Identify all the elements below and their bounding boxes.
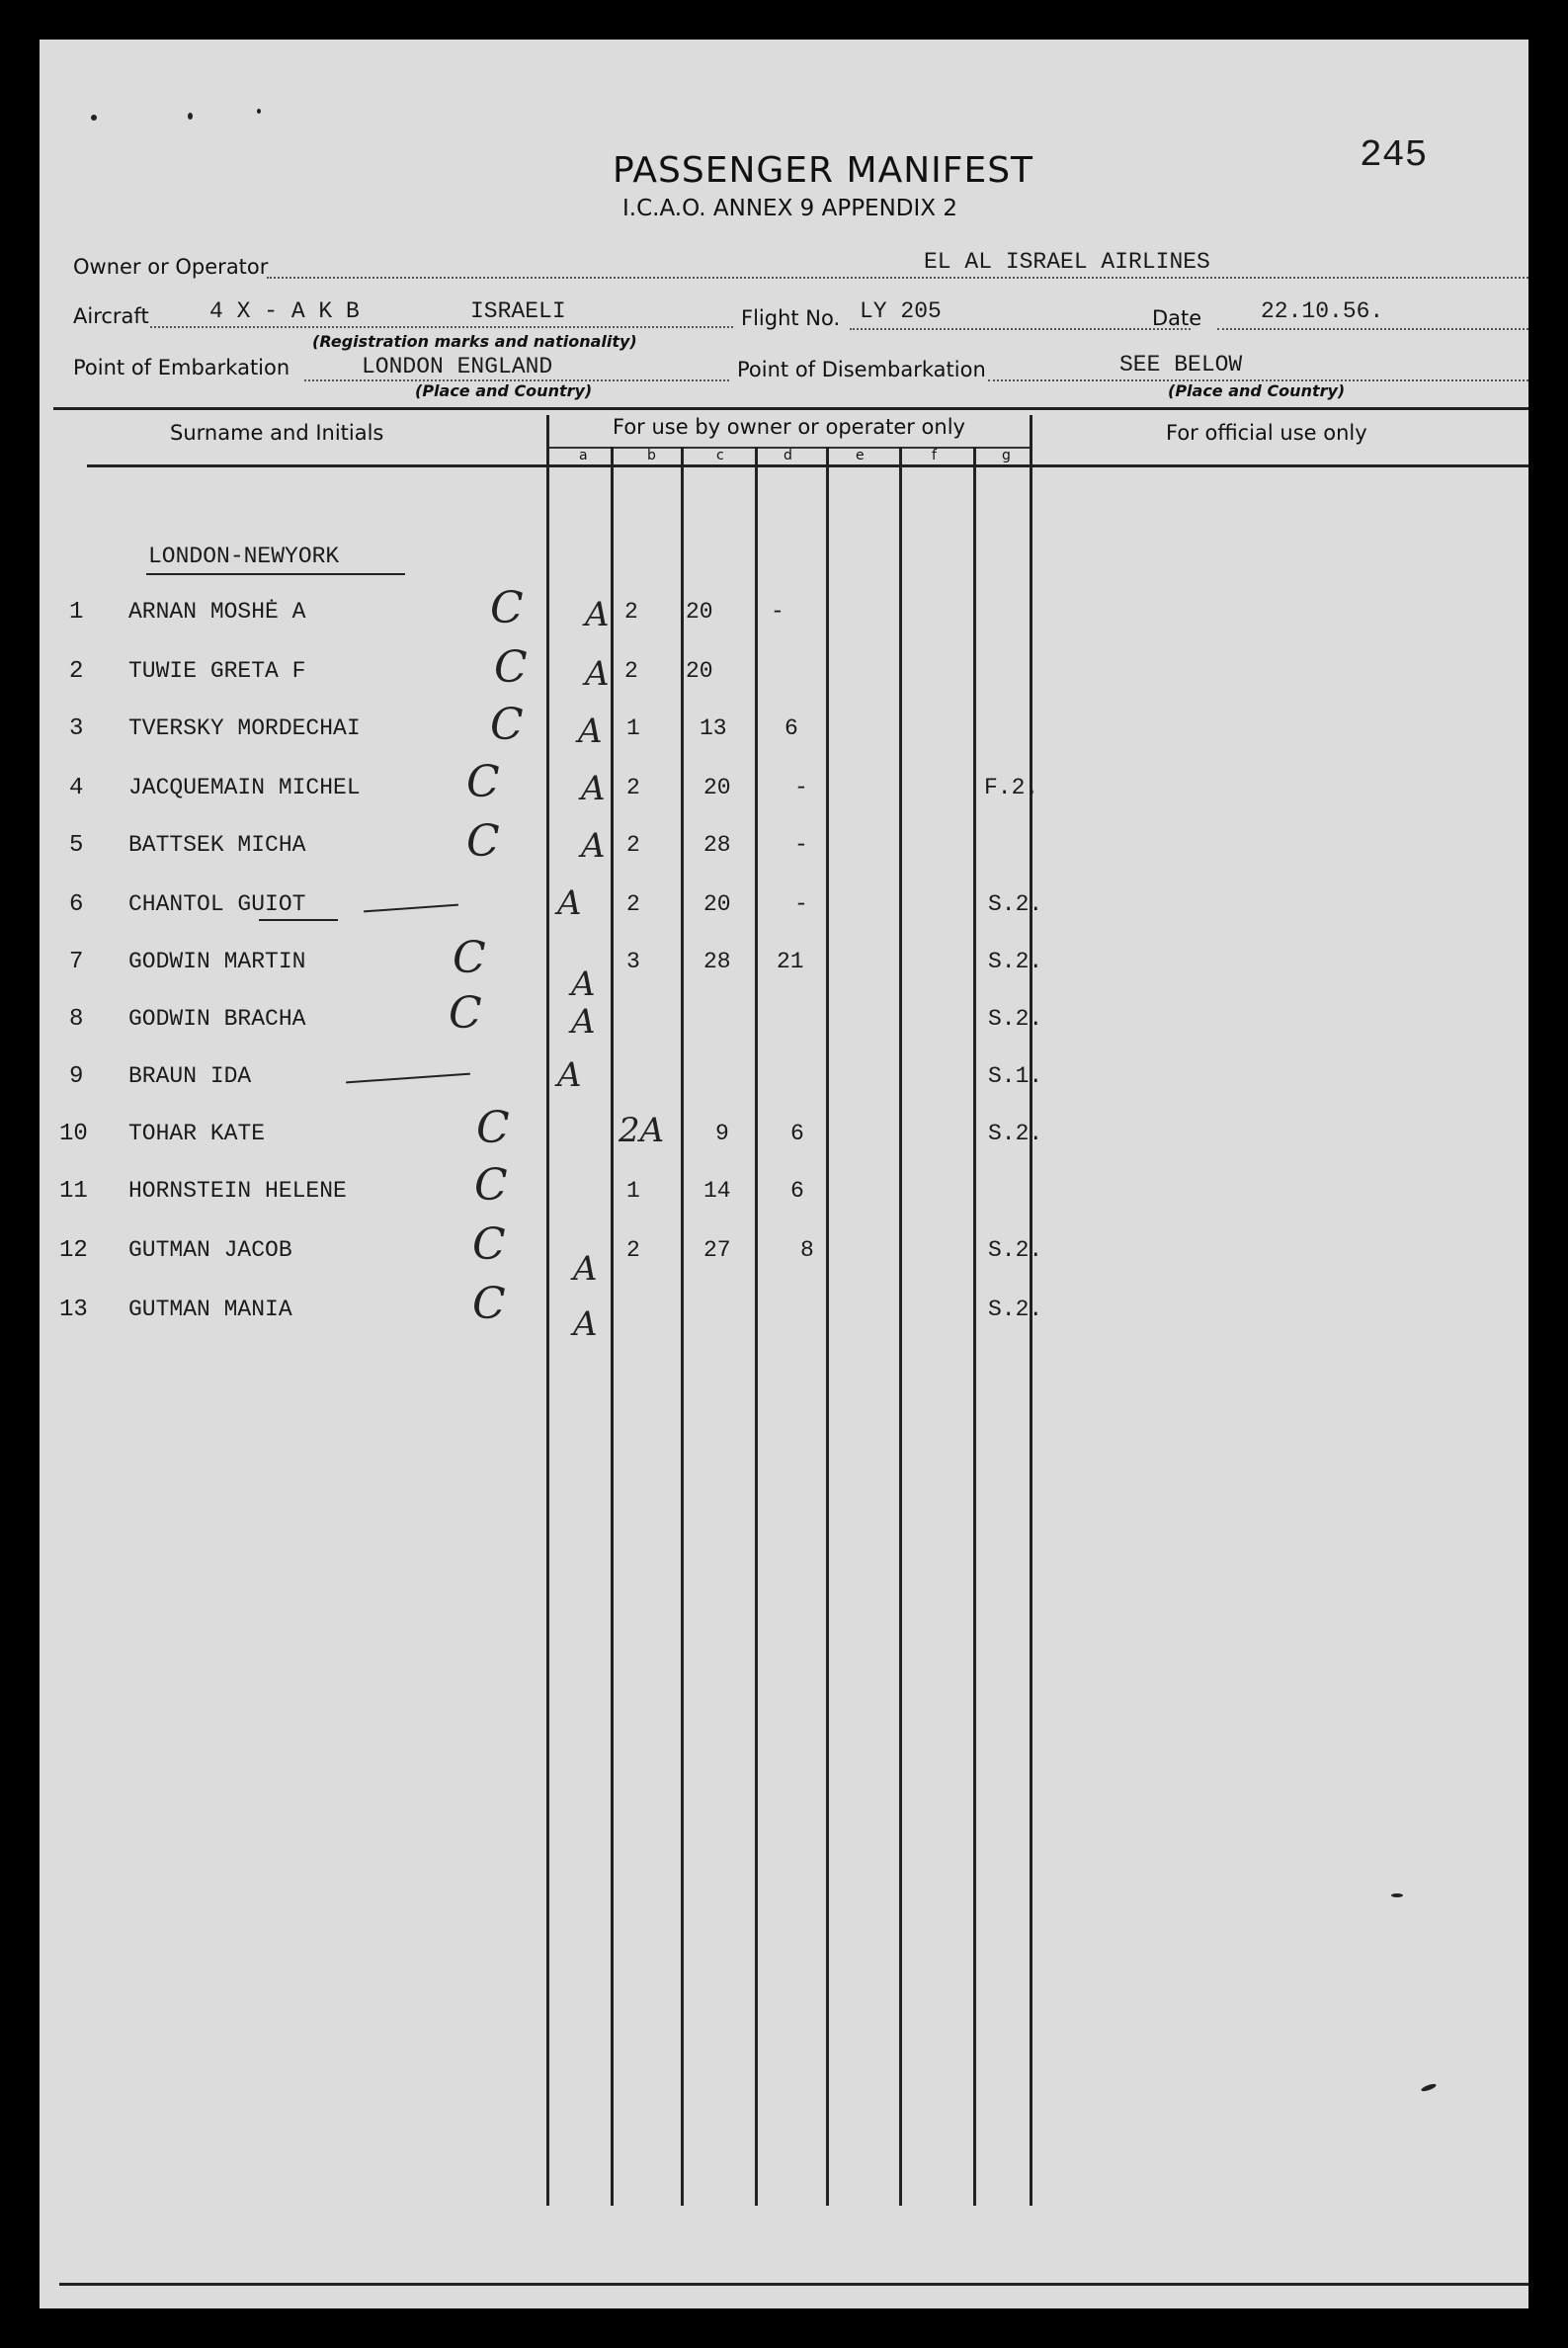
col-a-value: A xyxy=(585,654,610,694)
col-a-value: A xyxy=(585,595,610,634)
col-rule-c xyxy=(755,447,758,2206)
col-d-value: - xyxy=(771,599,784,625)
embarkation-label: Point of Embarkation xyxy=(73,356,290,379)
aircraft-dots xyxy=(150,326,733,328)
embarkation-value: LONDON ENGLAND xyxy=(362,354,553,379)
col-b-value: 1 xyxy=(626,715,640,741)
passenger-name: TOHAR KATE xyxy=(128,1121,266,1146)
col-g-value: F.2. xyxy=(984,775,1039,800)
check-mark: C xyxy=(472,1219,506,1270)
col-c-value: 20 xyxy=(686,658,713,684)
check-mark: C xyxy=(474,1160,508,1211)
col-c-value: 20 xyxy=(686,599,713,625)
col-c-value: 14 xyxy=(703,1178,731,1204)
ink-speck xyxy=(1421,2082,1438,2092)
subcol-a: a xyxy=(579,448,588,463)
table-bottom-rule xyxy=(59,2283,1528,2286)
row-number: 7 xyxy=(69,949,84,975)
col-c-value: 13 xyxy=(700,715,727,741)
check-mark: C xyxy=(466,816,500,867)
col-b-value: 2A xyxy=(619,1111,665,1150)
row-number: 2 xyxy=(69,658,84,685)
owner-use-header: For use by owner or operater only xyxy=(613,415,965,439)
col-b-value: 2 xyxy=(624,658,638,684)
col-a-value: A xyxy=(571,1002,596,1042)
col-d-value: - xyxy=(794,832,808,858)
passenger-name: BATTSEK MICHA xyxy=(128,832,306,858)
row-number: 4 xyxy=(69,775,84,801)
row-number: 12 xyxy=(59,1237,88,1264)
passenger-name: GUTMAN JACOB xyxy=(128,1237,292,1263)
subcol-c: c xyxy=(716,448,724,463)
col-a-value: A xyxy=(573,1304,598,1344)
page-number: 245 xyxy=(1360,134,1428,177)
col-rule-f xyxy=(973,447,976,2206)
col-d-value: 21 xyxy=(777,949,804,974)
disembarkation-caption: (Place and Country) xyxy=(1168,381,1346,400)
col-b-value: 1 xyxy=(626,1178,640,1204)
col-rule-a xyxy=(611,447,614,2206)
row-number: 8 xyxy=(69,1006,84,1033)
row-number: 11 xyxy=(59,1178,88,1205)
col-a-value: A xyxy=(571,964,596,1004)
flight-label: Flight No. xyxy=(741,306,841,330)
col-a-value: A xyxy=(573,1249,598,1289)
col-rule-b xyxy=(681,447,684,2206)
name-underline xyxy=(259,919,338,921)
date-label: Date xyxy=(1152,306,1202,330)
col-b-value: 2 xyxy=(626,775,640,800)
subcol-f: f xyxy=(932,448,937,463)
aircraft-caption: (Registration marks and nationality) xyxy=(312,332,637,351)
col-b-value: 2 xyxy=(626,1237,640,1263)
check-mark: C xyxy=(476,1103,510,1153)
col-g-value: S.2. xyxy=(988,1237,1043,1263)
check-mark: C xyxy=(494,642,528,693)
check-mark: C xyxy=(453,933,486,983)
route-underline xyxy=(146,573,405,575)
owner-dots xyxy=(267,277,1528,279)
passenger-name: JACQUEMAIN MICHEL xyxy=(128,775,361,800)
col-c-value: 28 xyxy=(703,832,731,858)
col-c-value: 20 xyxy=(703,775,731,800)
passenger-name: ARNAN MOSHĖ A xyxy=(128,599,306,625)
subcol-b: b xyxy=(647,448,656,463)
owner-label: Owner or Operator xyxy=(73,255,269,279)
ink-speck xyxy=(1391,1893,1403,1897)
col-g-value: S.2. xyxy=(988,949,1043,974)
pen-stroke xyxy=(364,904,458,913)
flight-dots xyxy=(850,328,1191,330)
aircraft-label: Aircraft xyxy=(73,304,149,328)
row-number: 5 xyxy=(69,832,84,859)
col-g-value: S.2. xyxy=(988,1297,1043,1322)
row-number: 10 xyxy=(59,1121,88,1147)
col-d-value: 6 xyxy=(790,1178,804,1204)
subcol-d: d xyxy=(784,448,792,463)
check-mark: C xyxy=(490,583,524,633)
date-dots xyxy=(1217,328,1528,330)
col-d-value: - xyxy=(794,891,808,917)
col-rule-d xyxy=(826,447,829,2206)
col-a-value: A xyxy=(578,712,603,751)
row-number: 1 xyxy=(69,599,84,626)
col-c-value: 27 xyxy=(703,1237,731,1263)
row-number: 6 xyxy=(69,891,84,918)
owner-value: EL AL ISRAEL AIRLINES xyxy=(924,249,1210,275)
row-number: 9 xyxy=(69,1063,84,1090)
col-b-value: 2 xyxy=(626,891,640,917)
col-d-value: 6 xyxy=(790,1121,804,1146)
col-c-value: 28 xyxy=(703,949,731,974)
col-g-value: S.2. xyxy=(988,1121,1043,1146)
col-rule-e xyxy=(899,447,902,2206)
col-a-value: A xyxy=(557,883,582,923)
passenger-name: HORNSTEIN HELENE xyxy=(128,1178,347,1204)
subcol-e: e xyxy=(856,448,865,463)
col-b-value: 2 xyxy=(624,599,638,625)
route-heading: LONDON-NEWYORK xyxy=(148,544,340,569)
col-d-value: - xyxy=(794,775,808,800)
col-d-value: 6 xyxy=(784,715,798,741)
col-g-value: S.2. xyxy=(988,1006,1043,1032)
row-number: 13 xyxy=(59,1297,88,1323)
passenger-name: TUWIE GRETA F xyxy=(128,658,306,684)
passenger-name: CHANTOL GUIOT xyxy=(128,891,306,917)
manifest-sheet xyxy=(40,40,1528,2308)
flight-value: LY 205 xyxy=(860,298,942,324)
col-g-value: S.1. xyxy=(988,1063,1043,1089)
check-mark: C xyxy=(472,1279,506,1329)
official-use-header: For official use only xyxy=(1166,421,1367,445)
date-value: 22.10.56. xyxy=(1261,298,1384,324)
table-top-rule xyxy=(53,407,1528,410)
col-d-value: 8 xyxy=(800,1237,814,1263)
ink-speck xyxy=(188,113,193,120)
row-number: 3 xyxy=(69,715,84,742)
check-mark: C xyxy=(449,988,482,1039)
page-subtitle: I.C.A.O. ANNEX 9 APPENDIX 2 xyxy=(622,196,957,221)
check-mark: C xyxy=(490,700,524,750)
surname-header: Surname and Initials xyxy=(170,421,384,445)
col-a-value: A xyxy=(557,1055,582,1095)
col-a-value: A xyxy=(581,769,606,808)
ink-speck xyxy=(257,109,261,114)
passenger-name: TVERSKY MORDECHAI xyxy=(128,715,361,741)
page-title: PASSENGER MANIFEST xyxy=(613,150,1034,191)
disembarkation-label: Point of Disembarkation xyxy=(737,358,986,381)
passenger-name: GODWIN MARTIN xyxy=(128,949,306,974)
ink-speck xyxy=(91,115,97,121)
col-c-value: 9 xyxy=(715,1121,729,1146)
col-b-value: 3 xyxy=(626,949,640,974)
aircraft-nationality: ISRAELI xyxy=(470,298,566,324)
table-header-rule xyxy=(87,464,1528,467)
disembarkation-value: SEE BELOW xyxy=(1119,352,1243,377)
col-c-value: 20 xyxy=(703,891,731,917)
embarkation-caption: (Place and Country) xyxy=(415,381,593,400)
col-b-value: 2 xyxy=(626,832,640,858)
check-mark: C xyxy=(466,757,500,807)
aircraft-registration: 4 X - A K B xyxy=(209,298,360,324)
col-rule-surname xyxy=(546,415,549,2206)
subcol-g: g xyxy=(1002,448,1011,463)
passenger-name: GODWIN BRACHA xyxy=(128,1006,306,1032)
col-a-value: A xyxy=(581,826,606,866)
passenger-name: GUTMAN MANIA xyxy=(128,1297,292,1322)
pen-stroke xyxy=(346,1073,470,1084)
col-g-value: S.2. xyxy=(988,891,1043,917)
passenger-name: BRAUN IDA xyxy=(128,1063,252,1089)
